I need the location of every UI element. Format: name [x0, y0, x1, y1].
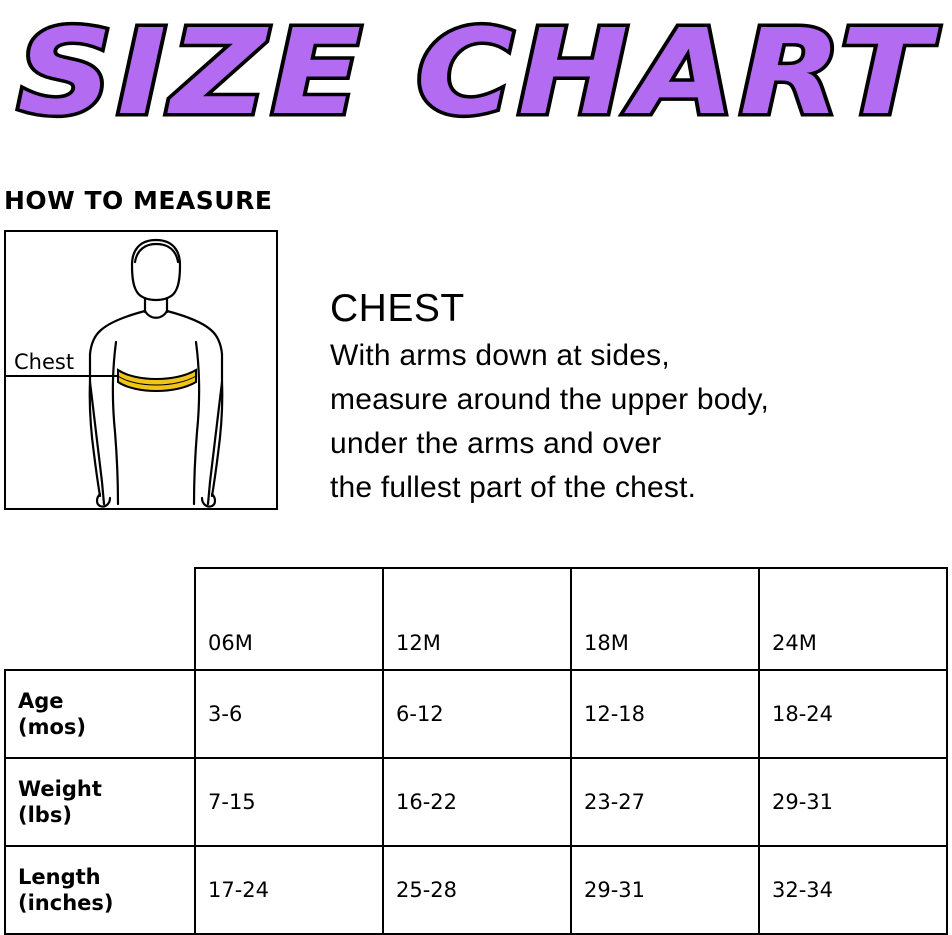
table-cell: 29-31: [571, 846, 759, 934]
table-cell: 29-31: [759, 758, 947, 846]
table-cell: 25-28: [383, 846, 571, 934]
chest-description: [330, 286, 940, 510]
table-row-label: [5, 846, 195, 934]
table-column-header: 18M: [571, 568, 759, 670]
table-row-label: [5, 670, 195, 758]
table-row-label-line-1: Length: [18, 865, 101, 889]
chest-description-line-4: the fullest part of the chest.: [330, 471, 697, 504]
chest-description-line-1: With arms down at sides,: [330, 339, 670, 372]
table-cell: 6-12: [383, 670, 571, 758]
table-header-row: [5, 568, 947, 670]
how-to-measure-heading: HOW TO MEASURE: [4, 186, 273, 215]
table-row: [5, 670, 947, 758]
table-cell: 17-24: [195, 846, 383, 934]
table-cell: 16-22: [383, 758, 571, 846]
table-cell: 18-24: [759, 670, 947, 758]
table-cell: 3-6: [195, 670, 383, 758]
table-cell: 12-18: [571, 670, 759, 758]
table-row-label-line-2: (inches): [18, 891, 114, 915]
table-cell: 32-34: [759, 846, 947, 934]
table-column-header: 12M: [383, 568, 571, 670]
table-row-label-line-2: (mos): [18, 715, 87, 739]
table-row: [5, 758, 947, 846]
page-title: SIZE CHART: [17, 3, 935, 141]
table-row: [5, 846, 947, 934]
size-table: [4, 567, 948, 935]
title-banner: [0, 0, 952, 150]
chest-tape: [118, 370, 196, 391]
table-row-label-line-1: Age: [18, 689, 64, 713]
table-corner-cell: [5, 568, 195, 670]
table-row-label: [5, 758, 195, 846]
chest-description-line-2: measure around the upper body,: [330, 383, 770, 416]
chest-label: Chest: [14, 350, 75, 374]
table-column-header: 06M: [195, 568, 383, 670]
table-row-label-line-1: Weight: [18, 777, 102, 801]
table-cell: 7-15: [195, 758, 383, 846]
chest-description-heading: CHEST: [330, 287, 465, 330]
table-column-header: 24M: [759, 568, 947, 670]
table-cell: 23-27: [571, 758, 759, 846]
chest-description-line-3: under the arms and over: [330, 427, 662, 460]
table-row-label-line-2: (lbs): [18, 803, 72, 827]
